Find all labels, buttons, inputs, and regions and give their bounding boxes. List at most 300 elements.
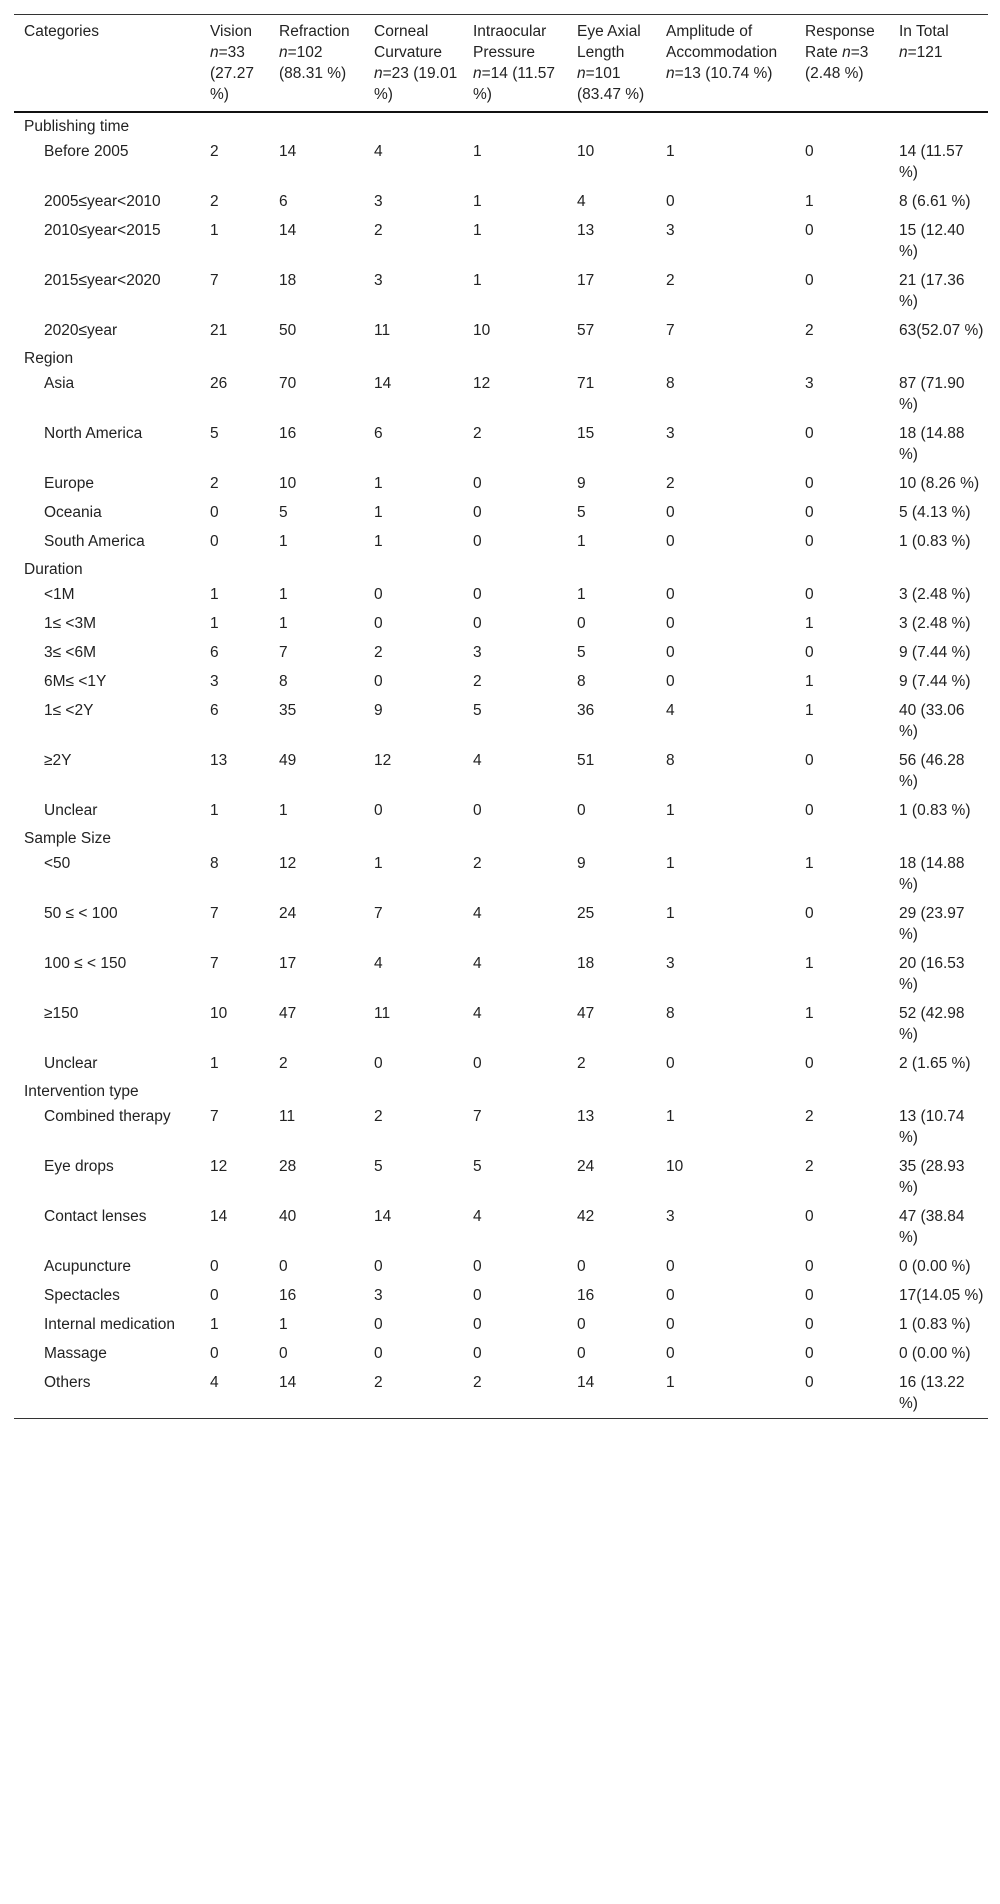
row-value-cell: 2 bbox=[473, 425, 482, 442]
column-header-count: =121 bbox=[907, 44, 943, 61]
row-category: Before 2005 bbox=[44, 143, 129, 160]
row-value-cell: 1 bbox=[666, 802, 675, 819]
column-header bbox=[14, 15, 200, 113]
row-value-cell: 0 bbox=[666, 1055, 675, 1072]
row-value-cell: 0 bbox=[577, 802, 586, 819]
column-header-percent: (2.48 %) bbox=[805, 65, 864, 82]
table-row bbox=[14, 498, 988, 527]
row-value-cell: 1 bbox=[577, 533, 586, 550]
row-value-cell: 7 bbox=[210, 1108, 219, 1125]
row-value-cell: 9 bbox=[577, 475, 586, 492]
row-value-cell: 14 bbox=[374, 1208, 392, 1225]
column-header bbox=[889, 15, 988, 113]
row-value-cell: 2 bbox=[210, 475, 219, 492]
row-value-cell: 0 bbox=[374, 673, 383, 690]
row-value-cell: 1 bbox=[805, 855, 814, 872]
row-value-cell: 5 bbox=[279, 504, 288, 521]
row-value-cell: 0 bbox=[374, 1258, 383, 1275]
table-container bbox=[14, 14, 988, 1419]
row-category: Europe bbox=[44, 475, 94, 492]
row-value-cell: 5 bbox=[473, 702, 482, 719]
row-value-cell: 0 bbox=[374, 586, 383, 603]
column-header-label: Categories bbox=[24, 23, 99, 40]
row-value-cell: 0 bbox=[805, 475, 814, 492]
row-category: 2015≤year<2020 bbox=[44, 272, 161, 289]
row-value-cell: 0 bbox=[805, 1208, 814, 1225]
column-header bbox=[656, 15, 795, 113]
row-value-cell: 4 bbox=[374, 955, 383, 972]
row-value-cell: 0 bbox=[805, 905, 814, 922]
group-title: Duration bbox=[24, 561, 83, 578]
row-value-cell: 7 bbox=[210, 955, 219, 972]
row-value-cell: 35 bbox=[279, 702, 297, 719]
row-value-cell: 10 bbox=[279, 475, 297, 492]
row-value-cell: 0 bbox=[666, 1258, 675, 1275]
row-value-cell: 16 bbox=[577, 1287, 595, 1304]
row-value-cell: 10 bbox=[666, 1158, 684, 1175]
row-value-cell: 0 bbox=[805, 504, 814, 521]
row-value-cell: 4 bbox=[473, 955, 482, 972]
column-header-n: n bbox=[374, 65, 383, 82]
row-value-cell: 1 bbox=[473, 193, 482, 210]
row-total-cell: 47 (38.84 %) bbox=[899, 1208, 965, 1246]
row-value-cell: 5 bbox=[577, 644, 586, 661]
row-category: ≥150 bbox=[44, 1005, 79, 1022]
row-value-cell: 12 bbox=[279, 855, 297, 872]
row-value-cell: 1 bbox=[666, 905, 675, 922]
row-total-cell: 63(52.07 %) bbox=[899, 322, 984, 339]
row-value-cell: 10 bbox=[473, 322, 491, 339]
row-value-cell: 1 bbox=[805, 955, 814, 972]
row-category: 50 ≤ < 100 bbox=[44, 905, 118, 922]
row-value-cell: 0 bbox=[473, 1316, 482, 1333]
row-category: Others bbox=[44, 1374, 91, 1391]
row-value-cell: 1 bbox=[279, 1316, 288, 1333]
table-row bbox=[14, 469, 988, 498]
row-category: <1M bbox=[44, 586, 75, 603]
row-value-cell: 25 bbox=[577, 905, 595, 922]
row-value-cell: 0 bbox=[473, 1287, 482, 1304]
column-header-percent: (19.01 %) bbox=[374, 65, 458, 103]
row-total-cell: 15 (12.40 %) bbox=[899, 222, 965, 260]
row-value-cell: 17 bbox=[279, 955, 297, 972]
row-value-cell: 14 bbox=[577, 1374, 595, 1391]
table-row bbox=[14, 1152, 988, 1202]
table-header bbox=[14, 15, 988, 113]
column-header-n: n bbox=[577, 65, 586, 82]
row-value-cell: 3 bbox=[666, 425, 675, 442]
row-category: South America bbox=[44, 533, 145, 550]
row-value-cell: 0 bbox=[805, 143, 814, 160]
table-row bbox=[14, 316, 988, 345]
row-value-cell: 2 bbox=[666, 272, 675, 289]
row-value-cell: 4 bbox=[210, 1374, 219, 1391]
table-row bbox=[14, 609, 988, 638]
row-category: Asia bbox=[44, 375, 75, 392]
row-value-cell: 14 bbox=[279, 143, 297, 160]
row-value-cell: 3 bbox=[374, 1287, 383, 1304]
row-value-cell: 4 bbox=[473, 752, 482, 769]
row-value-cell: 0 bbox=[210, 504, 219, 521]
row-total-cell: 21 (17.36 %) bbox=[899, 272, 965, 310]
row-total-cell: 40 (33.06 %) bbox=[899, 702, 965, 740]
group-row bbox=[14, 112, 988, 137]
row-value-cell: 0 bbox=[666, 533, 675, 550]
row-total-cell: 1 (0.83 %) bbox=[899, 802, 971, 819]
column-header-n: n bbox=[899, 44, 908, 61]
column-header-n: n bbox=[842, 44, 851, 61]
row-total-cell: 8 (6.61 %) bbox=[899, 193, 971, 210]
row-value-cell: 70 bbox=[279, 375, 297, 392]
column-header-percent: (83.47 %) bbox=[577, 86, 645, 103]
row-value-cell: 0 bbox=[805, 1374, 814, 1391]
row-value-cell: 40 bbox=[279, 1208, 297, 1225]
row-value-cell: 4 bbox=[374, 143, 383, 160]
row-value-cell: 2 bbox=[805, 1108, 814, 1125]
group-row bbox=[14, 345, 988, 369]
row-value-cell: 6 bbox=[210, 644, 219, 661]
row-value-cell: 1 bbox=[210, 1316, 219, 1333]
row-value-cell: 0 bbox=[666, 1316, 675, 1333]
row-value-cell: 0 bbox=[577, 1316, 586, 1333]
column-header-label: Vision bbox=[210, 23, 252, 40]
row-value-cell: 0 bbox=[805, 1055, 814, 1072]
row-value-cell: 3 bbox=[210, 673, 219, 690]
row-total-cell: 20 (16.53 %) bbox=[899, 955, 965, 993]
row-value-cell: 0 bbox=[210, 1345, 219, 1362]
column-header-n: n bbox=[279, 44, 288, 61]
row-value-cell: 3 bbox=[473, 644, 482, 661]
row-value-cell: 0 bbox=[374, 615, 383, 632]
row-value-cell: 8 bbox=[666, 375, 675, 392]
column-header-percent: (10.74 %) bbox=[705, 65, 773, 82]
column-header-percent: (11.57 %) bbox=[473, 65, 556, 103]
row-value-cell: 0 bbox=[374, 1316, 383, 1333]
row-value-cell: 0 bbox=[666, 504, 675, 521]
row-value-cell: 1 bbox=[666, 855, 675, 872]
row-value-cell: 1 bbox=[279, 615, 288, 632]
row-value-cell: 21 bbox=[210, 322, 228, 339]
row-value-cell: 18 bbox=[577, 955, 595, 972]
row-value-cell: 0 bbox=[473, 1258, 482, 1275]
row-value-cell: 3 bbox=[374, 272, 383, 289]
row-value-cell: 28 bbox=[279, 1158, 297, 1175]
row-value-cell: 0 bbox=[473, 504, 482, 521]
row-value-cell: 1 bbox=[473, 143, 482, 160]
table-row bbox=[14, 849, 988, 899]
row-value-cell: 9 bbox=[577, 855, 586, 872]
row-value-cell: 3 bbox=[666, 1208, 675, 1225]
row-value-cell: 36 bbox=[577, 702, 595, 719]
row-value-cell: 10 bbox=[577, 143, 595, 160]
row-value-cell: 0 bbox=[473, 586, 482, 603]
row-category: Contact lenses bbox=[44, 1208, 147, 1225]
row-value-cell: 0 bbox=[279, 1345, 288, 1362]
row-total-cell: 29 (23.97 %) bbox=[899, 905, 965, 943]
row-value-cell: 2 bbox=[473, 855, 482, 872]
row-value-cell: 0 bbox=[473, 802, 482, 819]
table-row bbox=[14, 638, 988, 667]
row-value-cell: 0 bbox=[666, 1345, 675, 1362]
row-value-cell: 11 bbox=[279, 1108, 296, 1125]
column-header bbox=[364, 15, 463, 113]
column-header bbox=[200, 15, 269, 113]
row-category: North America bbox=[44, 425, 143, 442]
row-value-cell: 10 bbox=[210, 1005, 228, 1022]
column-header bbox=[567, 15, 656, 113]
table-row bbox=[14, 1339, 988, 1368]
column-header-label: Corneal Curvature bbox=[374, 23, 443, 61]
row-value-cell: 1 bbox=[374, 504, 383, 521]
table-row bbox=[14, 1102, 988, 1152]
column-header-label: In Total bbox=[899, 23, 949, 40]
row-value-cell: 1 bbox=[210, 802, 219, 819]
row-value-cell: 3 bbox=[666, 222, 675, 239]
row-value-cell: 1 bbox=[473, 272, 482, 289]
row-category: Internal medication bbox=[44, 1316, 175, 1333]
row-value-cell: 0 bbox=[666, 586, 675, 603]
column-header-label: Refraction bbox=[279, 23, 350, 40]
row-value-cell: 1 bbox=[666, 1374, 675, 1391]
row-value-cell: 1 bbox=[210, 615, 219, 632]
table-row bbox=[14, 999, 988, 1049]
row-value-cell: 5 bbox=[210, 425, 219, 442]
table-row bbox=[14, 949, 988, 999]
row-category: 2010≤year<2015 bbox=[44, 222, 161, 239]
row-category: 6M≤ <1Y bbox=[44, 673, 107, 690]
row-category: 3≤ <6M bbox=[44, 644, 97, 661]
row-value-cell: 0 bbox=[473, 475, 482, 492]
row-value-cell: 0 bbox=[577, 1258, 586, 1275]
row-value-cell: 14 bbox=[210, 1208, 228, 1225]
table-row bbox=[14, 137, 988, 187]
group-row bbox=[14, 556, 988, 580]
row-value-cell: 2 bbox=[666, 475, 675, 492]
row-value-cell: 16 bbox=[279, 1287, 297, 1304]
row-value-cell: 7 bbox=[210, 905, 219, 922]
column-header-count: =101 bbox=[585, 65, 621, 82]
row-value-cell: 8 bbox=[666, 1005, 675, 1022]
row-value-cell: 14 bbox=[374, 375, 392, 392]
row-category: 2020≤year bbox=[44, 322, 118, 339]
row-total-cell: 14 (11.57 %) bbox=[899, 143, 964, 181]
row-value-cell: 2 bbox=[210, 143, 219, 160]
row-value-cell: 2 bbox=[374, 644, 383, 661]
row-value-cell: 14 bbox=[279, 1374, 297, 1391]
table-row bbox=[14, 216, 988, 266]
row-value-cell: 0 bbox=[805, 1258, 814, 1275]
row-value-cell: 17 bbox=[577, 272, 595, 289]
row-total-cell: 56 (46.28 %) bbox=[899, 752, 965, 790]
column-header-count: =3 bbox=[850, 44, 869, 61]
row-value-cell: 0 bbox=[473, 533, 482, 550]
row-category: <50 bbox=[44, 855, 71, 872]
column-header-label: Intraocular Pressure bbox=[473, 23, 547, 61]
row-value-cell: 2 bbox=[279, 1055, 288, 1072]
column-header-count: =23 bbox=[382, 65, 409, 82]
row-category: 1≤ <2Y bbox=[44, 702, 94, 719]
group-title: Region bbox=[24, 350, 74, 367]
row-category: Eye drops bbox=[44, 1158, 114, 1175]
row-value-cell: 12 bbox=[473, 375, 491, 392]
row-total-cell: 87 (71.90 %) bbox=[899, 375, 965, 413]
row-value-cell: 5 bbox=[473, 1158, 482, 1175]
row-value-cell: 2 bbox=[374, 222, 383, 239]
row-value-cell: 15 bbox=[577, 425, 595, 442]
column-header-label: Response Rate bbox=[805, 23, 875, 61]
table-row bbox=[14, 796, 988, 825]
column-header-n: n bbox=[473, 65, 482, 82]
row-value-cell: 71 bbox=[577, 375, 595, 392]
row-value-cell: 4 bbox=[577, 193, 586, 210]
table-row bbox=[14, 1310, 988, 1339]
row-value-cell: 0 bbox=[805, 425, 814, 442]
row-category: 1≤ <3M bbox=[44, 615, 97, 632]
row-total-cell: 35 (28.93 %) bbox=[899, 1158, 965, 1196]
column-header-count: =14 bbox=[481, 65, 508, 82]
row-value-cell: 3 bbox=[805, 375, 814, 392]
table-body bbox=[14, 112, 988, 1419]
row-value-cell: 4 bbox=[473, 905, 482, 922]
column-header-count: =102 bbox=[287, 44, 323, 61]
row-value-cell: 2 bbox=[577, 1055, 586, 1072]
row-value-cell: 5 bbox=[577, 504, 586, 521]
row-value-cell: 0 bbox=[666, 193, 675, 210]
row-value-cell: 0 bbox=[805, 533, 814, 550]
table-row bbox=[14, 746, 988, 796]
row-value-cell: 1 bbox=[805, 193, 814, 210]
table-row bbox=[14, 527, 988, 556]
table-row bbox=[14, 419, 988, 469]
row-value-cell: 0 bbox=[805, 1345, 814, 1362]
table-row bbox=[14, 580, 988, 609]
row-value-cell: 1 bbox=[805, 673, 814, 690]
row-total-cell: 2 (1.65 %) bbox=[899, 1055, 971, 1072]
row-total-cell: 9 (7.44 %) bbox=[899, 644, 971, 661]
row-value-cell: 0 bbox=[473, 1055, 482, 1072]
column-header-percent: (27.27 %) bbox=[210, 65, 254, 103]
row-value-cell: 4 bbox=[666, 702, 675, 719]
row-value-cell: 1 bbox=[666, 1108, 675, 1125]
column-header-n: n bbox=[210, 44, 219, 61]
row-value-cell: 49 bbox=[279, 752, 297, 769]
row-value-cell: 0 bbox=[210, 1258, 219, 1275]
row-total-cell: 52 (42.98 %) bbox=[899, 1005, 965, 1043]
row-value-cell: 1 bbox=[210, 1055, 219, 1072]
row-value-cell: 7 bbox=[374, 905, 383, 922]
column-header-percent: (88.31 %) bbox=[279, 65, 347, 82]
row-category: ≥2Y bbox=[44, 752, 72, 769]
row-value-cell: 1 bbox=[805, 1005, 814, 1022]
group-row bbox=[14, 1078, 988, 1102]
row-value-cell: 12 bbox=[374, 752, 392, 769]
row-value-cell: 0 bbox=[805, 644, 814, 661]
row-category: Massage bbox=[44, 1345, 107, 1362]
row-value-cell: 0 bbox=[805, 272, 814, 289]
row-value-cell: 1 bbox=[279, 586, 288, 603]
column-header-count: =33 bbox=[218, 44, 245, 61]
row-value-cell: 1 bbox=[374, 533, 383, 550]
row-value-cell: 1 bbox=[666, 143, 675, 160]
row-value-cell: 0 bbox=[473, 615, 482, 632]
row-category: Unclear bbox=[44, 802, 98, 819]
row-value-cell: 0 bbox=[210, 533, 219, 550]
row-value-cell: 4 bbox=[473, 1005, 482, 1022]
row-value-cell: 0 bbox=[577, 1345, 586, 1362]
row-value-cell: 3 bbox=[666, 955, 675, 972]
row-value-cell: 7 bbox=[473, 1108, 482, 1125]
row-value-cell: 0 bbox=[666, 673, 675, 690]
table-row bbox=[14, 899, 988, 949]
table-row bbox=[14, 369, 988, 419]
row-value-cell: 16 bbox=[279, 425, 297, 442]
row-value-cell: 47 bbox=[279, 1005, 297, 1022]
column-header-label: Eye Axial Length bbox=[577, 23, 641, 61]
group-row bbox=[14, 825, 988, 849]
row-value-cell: 0 bbox=[666, 615, 675, 632]
row-value-cell: 6 bbox=[279, 193, 288, 210]
row-value-cell: 1 bbox=[805, 702, 814, 719]
row-value-cell: 6 bbox=[210, 702, 219, 719]
row-value-cell: 8 bbox=[666, 752, 675, 769]
row-total-cell: 1 (0.83 %) bbox=[899, 1316, 971, 1333]
row-value-cell: 1 bbox=[210, 222, 219, 239]
row-value-cell: 42 bbox=[577, 1208, 595, 1225]
group-title: Intervention type bbox=[24, 1083, 139, 1100]
row-value-cell: 0 bbox=[805, 752, 814, 769]
row-total-cell: 3 (2.48 %) bbox=[899, 586, 971, 603]
row-value-cell: 0 bbox=[374, 1345, 383, 1362]
row-total-cell: 17(14.05 %) bbox=[899, 1287, 984, 1304]
group-title: Sample Size bbox=[24, 830, 112, 847]
row-value-cell: 7 bbox=[666, 322, 675, 339]
row-value-cell: 13 bbox=[210, 752, 228, 769]
row-value-cell: 51 bbox=[577, 752, 595, 769]
row-value-cell: 0 bbox=[473, 1345, 482, 1362]
row-value-cell: 1 bbox=[279, 533, 288, 550]
row-category: Combined therapy bbox=[44, 1108, 171, 1125]
row-value-cell: 8 bbox=[577, 673, 586, 690]
row-value-cell: 11 bbox=[374, 322, 391, 339]
row-value-cell: 0 bbox=[374, 802, 383, 819]
row-value-cell: 7 bbox=[279, 644, 288, 661]
row-value-cell: 24 bbox=[279, 905, 297, 922]
row-value-cell: 6 bbox=[374, 425, 383, 442]
row-category: Oceania bbox=[44, 504, 102, 521]
row-value-cell: 4 bbox=[473, 1208, 482, 1225]
row-category: Spectacles bbox=[44, 1287, 120, 1304]
row-value-cell: 0 bbox=[374, 1055, 383, 1072]
table-row bbox=[14, 1281, 988, 1310]
row-value-cell: 11 bbox=[374, 1005, 391, 1022]
table-row bbox=[14, 266, 988, 316]
row-value-cell: 2 bbox=[210, 193, 219, 210]
data-table bbox=[14, 14, 988, 1419]
column-header bbox=[463, 15, 567, 113]
column-header-count: =13 bbox=[674, 65, 701, 82]
row-value-cell: 2 bbox=[805, 322, 814, 339]
row-total-cell: 0 (0.00 %) bbox=[899, 1345, 971, 1362]
header-row bbox=[14, 15, 988, 113]
row-value-cell: 0 bbox=[666, 644, 675, 661]
table-row bbox=[14, 667, 988, 696]
row-value-cell: 0 bbox=[279, 1258, 288, 1275]
row-total-cell: 0 (0.00 %) bbox=[899, 1258, 971, 1275]
row-value-cell: 8 bbox=[210, 855, 219, 872]
table-row bbox=[14, 1368, 988, 1419]
column-header bbox=[269, 15, 364, 113]
group-title: Publishing time bbox=[24, 118, 130, 135]
